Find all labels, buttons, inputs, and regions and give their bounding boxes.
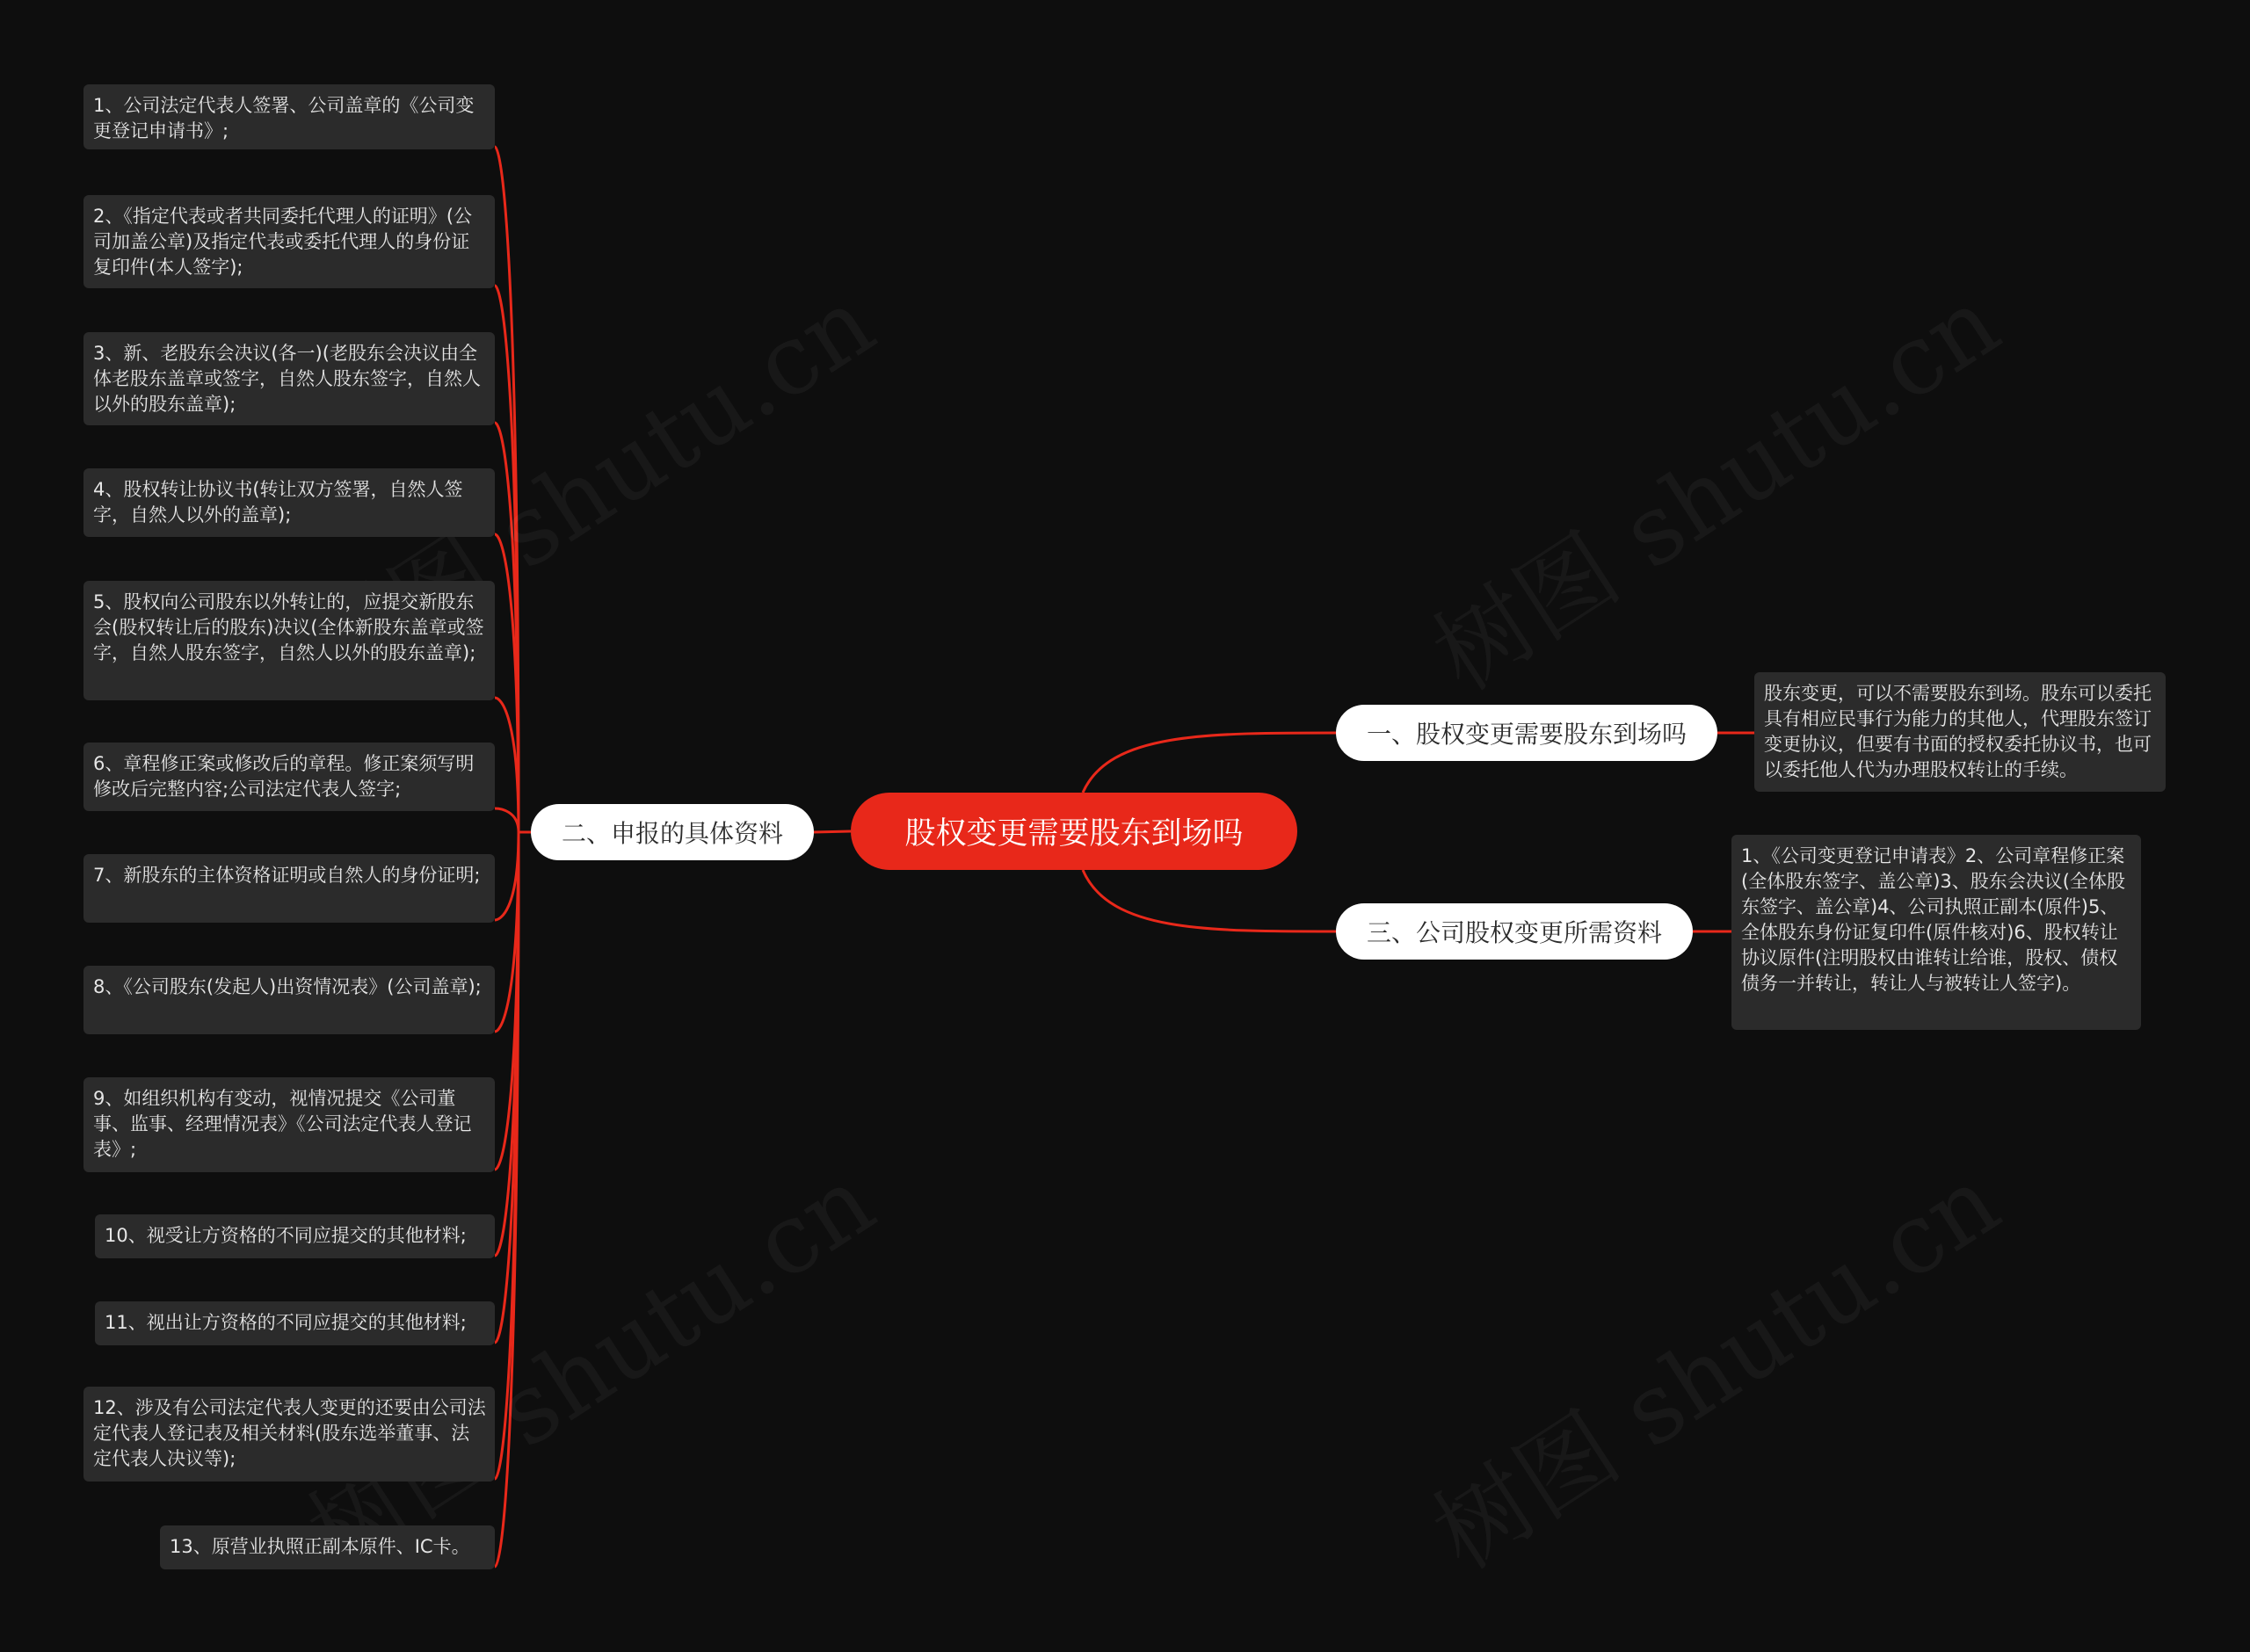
branch-connector-1 [1083,733,1336,793]
material-item-13[interactable]: 13、原营业执照正副本原件、IC卡。 [160,1525,495,1569]
material-item-3[interactable]: 3、新、老股东会决议(各一)(老股东会决议由全体老股东盖章或签字，自然人股东签字，自然人以外的股东盖章); [83,332,495,425]
material-item-12[interactable]: 12、涉及有公司法定代表人变更的还要由公司法定代表人登记表及相关材料(股东选举董事、法定代表人决议等); [83,1387,495,1482]
material-item-1[interactable]: 1、公司法定代表人签署、公司盖章的《公司变更登记申请书》; [83,84,495,149]
branch-node-1[interactable]: 一、股权变更需要股东到场吗 [1336,705,1717,761]
material-item-4[interactable]: 4、股权转让协议书(转让双方签署，自然人签字，自然人以外的盖章); [83,468,495,537]
material-item-6[interactable]: 6、章程修正案或修改后的章程。修正案须写明修改后完整内容;公司法定代表人签字; [83,743,495,811]
root-topic[interactable]: 股权变更需要股东到场吗 [851,793,1297,870]
branch-connector-2 [814,831,851,832]
material-item-9[interactable]: 9、如组织机构有变动，视情况提交《公司董事、监事、经理情况表》《公司法定代表人登记表》; [83,1077,495,1172]
branch-node-2[interactable]: 二、申报的具体资料 [531,804,814,860]
material-item-2[interactable]: 2、《指定代表或者共同委托代理人的证明》(公司加盖公章)及指定代表或委托代理人的身份证复印件(本人签字); [83,195,495,288]
material-item-11[interactable]: 11、视出让方资格的不同应提交的其他材料; [95,1301,495,1345]
required-materials-note[interactable]: 1、《公司变更登记申请表》2、公司章程修正案(全体股东签字、盖公章)3、股东会决议(全体股东签字、盖公章)4、公司执照正副本(原件)5、全体股东身份证复印件(原件核对)6、股权转让协议原件(注明股权由谁转让给谁，股权、债权债务一并转让，转让人与被转让人签字)。 [1731,835,2141,1030]
material-connector-6 [495,808,519,832]
answer-note[interactable]: 股东变更，可以不需要股东到场。股东可以委托具有相应民事行为能力的其他人，代理股东签订变更协议，但要有书面的授权委托协议书，也可以委托他人代为办理股权转让的手续。 [1754,672,2166,792]
material-item-5[interactable]: 5、股权向公司股东以外转让的，应提交新股东会(股权转让后的股东)决议(全体新股东盖章或签字，自然人股东签字，自然人以外的股东盖章); [83,581,495,700]
material-item-7[interactable]: 7、新股东的主体资格证明或自然人的身份证明; [83,854,495,923]
branch-node-3[interactable]: 三、公司股权变更所需资料 [1336,903,1693,960]
material-item-10[interactable]: 10、视受让方资格的不同应提交的其他材料; [95,1214,495,1258]
material-item-8[interactable]: 8、《公司股东(发起人)出资情况表》(公司盖章); [83,966,495,1034]
material-connector-7 [495,832,519,920]
branch-connector-3 [1083,870,1336,931]
